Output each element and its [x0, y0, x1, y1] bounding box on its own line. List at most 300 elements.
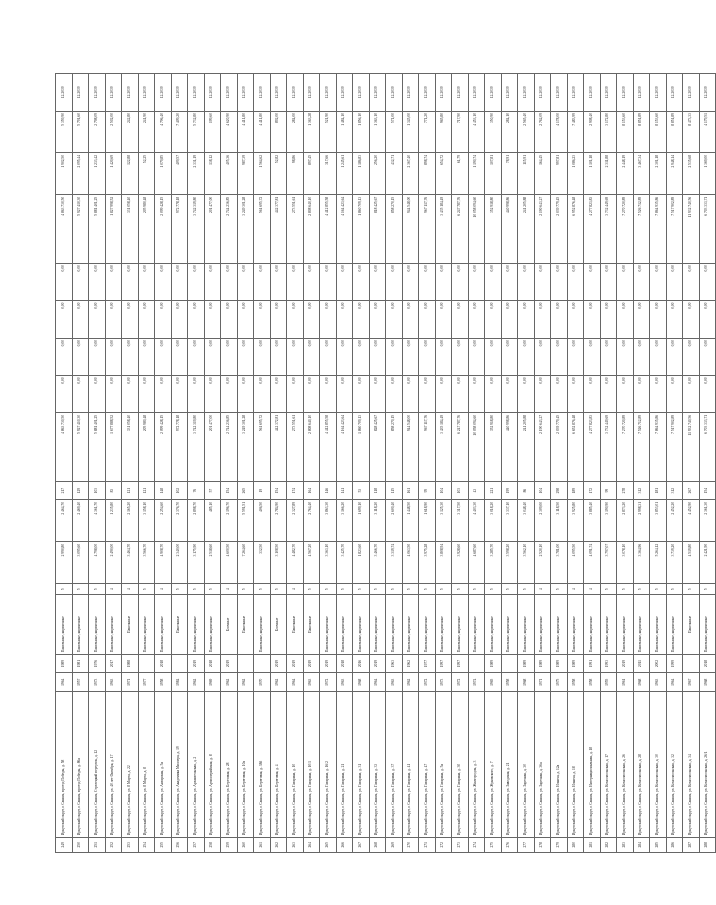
cell-unit-cost: 1 079,85	[155, 153, 172, 195]
cell-built-year: 1961	[617, 673, 634, 692]
cell-unit-cost: 2 095,44	[72, 153, 89, 195]
cell-cost-fund-c: 0,00	[485, 301, 502, 338]
cell-total-cost: 972 778,18	[171, 413, 188, 481]
cell-cost-fund-a: 0,00	[468, 376, 485, 413]
cell-address: Иркутский округ, г. Саянск, ул. Комсомольская, д. 26	[617, 692, 634, 837]
cell-floors: 5	[452, 584, 469, 595]
cell-floors: 5	[435, 584, 452, 595]
cell-repair-year: 2019	[369, 654, 386, 673]
cell-living-area: 1 699,10	[353, 500, 370, 542]
cell-cost-fund-c: 0,00	[435, 301, 452, 338]
cell-cost-fund-d: 0,00	[501, 263, 518, 300]
cell-residents: 102	[171, 481, 188, 500]
cell-cost-fund-a: 0,00	[122, 376, 139, 413]
cell-deadline: 12.2039	[221, 74, 238, 112]
cell-repair-year: 1997	[452, 654, 469, 673]
cell-living-area: 1 618,90	[419, 500, 436, 542]
cell-cost-fund-a: 0,00	[402, 376, 419, 413]
cell-total-area: 2 990,80	[56, 542, 73, 584]
cell-row-number: 287	[683, 837, 700, 852]
cell-cost-fund-a: 0,00	[501, 376, 518, 413]
cell-cost-fund-d: 0,00	[633, 263, 650, 300]
cell-address: Иркутский округ, г. Саянск, ул. Гагарина, д. 33	[369, 692, 386, 837]
cell-deadline: 12.2039	[105, 74, 122, 112]
cell-total-cost: 7 526 712,89	[633, 413, 650, 481]
cell-owners-cost: 10 058 094,60	[468, 195, 485, 263]
cell-wall-material: Панельные, кирпичные	[353, 595, 370, 654]
cell-cost-fund-b: 0,00	[452, 338, 469, 375]
cell-row-number: 284	[633, 837, 650, 852]
cell-total-area: 3 319,74	[386, 542, 403, 584]
cell-deadline: 12.2039	[138, 74, 155, 112]
cell-total-cost: 1 677 888,52	[105, 413, 122, 481]
cell-living-area: 3 125,30	[435, 500, 452, 542]
cell-max-unit-cost: 4 179,51	[699, 111, 716, 153]
cell-max-unit-cost: 717,90	[452, 111, 469, 153]
table-row	[468, 74, 485, 853]
cell-cost-fund-a: 0,00	[600, 376, 617, 413]
cell-address: Иркутский округ, г. Саянск, ул. Гагарина, д. 41	[402, 692, 419, 837]
cell-cost-fund-b: 0,00	[419, 338, 436, 375]
cell-built-year: 1973	[435, 673, 452, 692]
cell-cost-fund-c: 0,00	[188, 301, 205, 338]
cell-repair-year: 2019	[320, 654, 337, 673]
cell-wall-material: Панельные, кирпичные	[72, 595, 89, 654]
cell-cost-fund-a: 0,00	[353, 376, 370, 413]
cell-owners-cost: 6 952 876,48	[567, 195, 584, 263]
cell-floors: 5	[188, 584, 205, 595]
cell-residents: 154	[221, 481, 238, 500]
cell-total-area: 3 285,70	[485, 542, 502, 584]
cell-repair-year: 2019	[188, 654, 205, 673]
cell-total-cost: 3 435 184,49	[435, 413, 452, 481]
cell-cost-fund-d: 0,00	[369, 263, 386, 300]
cell-total-area: 1 823,60	[353, 542, 370, 584]
cell-cost-fund-b: 0,00	[105, 338, 122, 375]
cell-cost-fund-b: 0,00	[584, 338, 601, 375]
cell-owners-cost: 7 270 720,89	[617, 195, 634, 263]
cell-total-area: 3 562,10	[518, 542, 535, 584]
cell-total-area: 3 363,10	[320, 542, 337, 584]
cell-wall-material: Панельные, кирпичные	[666, 595, 683, 654]
cell-total-cost: 3 732 449,69	[600, 413, 617, 481]
cell-living-area: 3 925,80	[567, 500, 584, 542]
cell-total-area: 2 340,00	[171, 542, 188, 584]
cell-row-number: 254	[138, 837, 155, 852]
cell-built-year: 1964	[369, 673, 386, 692]
cell-cost-fund-c: 0,00	[584, 301, 601, 338]
cell-built-year: 1968	[353, 673, 370, 692]
cell-cost-fund-c: 0,00	[468, 301, 485, 338]
cell-cost-fund-b: 0,00	[402, 338, 419, 375]
table-row	[402, 74, 419, 853]
cell-cost-fund-c: 0,00	[105, 301, 122, 338]
cell-owners-cost: 352 918,80	[485, 195, 502, 263]
cell-living-area: 1 448,50	[402, 500, 419, 542]
cell-floors: 5	[485, 584, 502, 595]
cell-address: Иркутский округ, г. Саянск, ул. Гагарина, д. 37	[386, 692, 403, 837]
cell-cost-fund-a: 0,00	[518, 376, 535, 413]
cell-total-cost: 7 270 720,89	[617, 413, 634, 481]
cell-total-area: 3 095,60	[72, 542, 89, 584]
cell-built-year: 1962	[402, 673, 419, 692]
cell-max-unit-cost: 7 483,99	[567, 111, 584, 153]
cell-repair-year: 2019	[617, 654, 634, 673]
table-row	[419, 74, 436, 853]
cell-max-unit-cost: 4 453,10	[468, 111, 485, 153]
cell-wall-material: Панельные, кирпичные	[188, 595, 205, 654]
cell-cost-fund-d: 0,00	[254, 263, 271, 300]
cell-owners-cost: 561 695,72	[254, 195, 271, 263]
cell-max-unit-cost: 1 345,00	[402, 111, 419, 153]
cell-living-area: 3 118,20	[369, 500, 386, 542]
cell-residents: 129	[72, 481, 89, 500]
cell-cost-fund-d: 0,00	[699, 263, 716, 300]
cell-address: Иркутский округ, г. Саянск, ул. Академика Миллера, д. 19	[171, 692, 188, 837]
table-row	[221, 74, 238, 853]
cell-floors: 5	[56, 584, 73, 595]
cell-living-area: 2 361,30	[699, 500, 716, 542]
cell-max-unit-cost: 1 484,10	[336, 111, 353, 153]
cell-living-area: 4 361,70	[89, 500, 106, 542]
cell-max-unit-cost: 242,80	[122, 111, 139, 153]
cell-max-unit-cost: 1 363,28	[303, 111, 320, 153]
cell-cost-fund-c: 0,00	[320, 301, 337, 338]
cell-cost-fund-a: 0,00	[435, 376, 452, 413]
cell-residents: 121	[122, 481, 139, 500]
cell-floors: 4	[534, 584, 551, 595]
cell-unit-cost: 1 369,00	[699, 153, 716, 195]
table-row	[699, 74, 716, 853]
cell-cost-fund-a: 0,00	[105, 376, 122, 413]
cell-cost-fund-c: 0,00	[303, 301, 320, 338]
cell-unit-cost: 2 367,40	[402, 153, 419, 195]
cell-living-area: 2 327,89	[287, 500, 304, 542]
cell-deadline: 12.2039	[551, 74, 568, 112]
cell-max-unit-cost: 350,90	[485, 111, 502, 153]
cell-deadline: 12.2039	[699, 74, 716, 112]
cell-owners-cost: 241 205,88	[518, 195, 535, 263]
cell-wall-material: Панельные, кирпичные	[155, 595, 172, 654]
cell-cost-fund-c: 0,00	[287, 301, 304, 338]
cell-living-area: 3 885,40	[584, 500, 601, 542]
cell-wall-material: Панельные, кирпичные	[138, 595, 155, 654]
cell-floors: 5	[303, 584, 320, 595]
cell-wall-material: Панельные, кирпичные	[650, 595, 667, 654]
cell-repair-year: 2011	[633, 654, 650, 673]
cell-row-number: 262	[270, 837, 287, 852]
cell-max-unit-cost: 3 172,80	[600, 111, 617, 153]
cell-repair-year: 1963	[386, 654, 403, 673]
cell-deadline: 12.2039	[204, 74, 221, 112]
cell-cost-fund-c: 0,00	[254, 301, 271, 338]
cell-built-year: 1963	[105, 673, 122, 692]
cell-unit-cost: 405,36	[221, 153, 238, 195]
table-row	[485, 74, 502, 853]
cell-address: Иркутский округ, г. Саянск, ул. Береговая, д. 10а	[237, 692, 254, 837]
cell-cost-fund-d: 0,00	[468, 263, 485, 300]
cell-total-area: 3 466,70	[369, 542, 386, 584]
cell-address: Иркутский округ, г. Саянск, ул. Жилгородок, д. 3	[468, 692, 485, 837]
cell-living-area: 2 464,70	[56, 500, 73, 542]
cell-cost-fund-c: 0,00	[204, 301, 221, 338]
cell-cost-fund-d: 0,00	[435, 263, 452, 300]
cell-total-cost: 4 164 423,64	[336, 413, 353, 481]
cell-built-year: 1975	[551, 673, 568, 692]
cell-max-unit-cost: 892,00	[270, 111, 287, 153]
cell-cost-fund-d: 0,00	[270, 263, 287, 300]
cell-living-area: 2 600,40	[386, 500, 403, 542]
cell-cost-fund-b: 0,00	[551, 338, 568, 375]
cell-row-number: 258	[204, 837, 221, 852]
cell-repair-year: 2018	[155, 654, 172, 673]
cell-total-area: 4 687,60	[468, 542, 485, 584]
cell-cost-fund-d: 0,00	[518, 263, 535, 300]
cell-row-number: 273	[452, 837, 469, 852]
cell-living-area: 3 853,01	[650, 500, 667, 542]
cell-built-year: 1963	[650, 673, 667, 692]
cell-deadline: 12.2039	[254, 74, 271, 112]
cell-row-number: 280	[567, 837, 584, 852]
cell-built-year: 1970	[254, 673, 271, 692]
cell-unit-cost: 1 186,83	[353, 153, 370, 195]
cell-row-number: 261	[254, 837, 271, 852]
cell-total-cost: 11 932 740,56	[683, 413, 700, 481]
table-row	[270, 74, 287, 853]
cell-cost-fund-c: 0,00	[270, 301, 287, 338]
cell-floors: 5	[138, 584, 155, 595]
cell-row-number: 267	[353, 837, 370, 852]
cell-floors: 5	[386, 584, 403, 595]
cell-repair-year: 1977	[419, 654, 436, 673]
cell-cost-fund-c: 0,00	[534, 301, 551, 338]
cell-cost-fund-b: 0,00	[72, 338, 89, 375]
cell-unit-cost: 52,25	[138, 153, 155, 195]
cell-total-cost: 2 099 428,15	[155, 413, 172, 481]
cell-cost-fund-b: 0,00	[468, 338, 485, 375]
table-row	[56, 74, 73, 853]
cell-owners-cost: 2 039 779,45	[551, 195, 568, 263]
cell-total-area: 2 490,00	[105, 542, 122, 584]
cell-deadline: 12.2039	[56, 74, 73, 112]
table-row	[336, 74, 353, 853]
cell-unit-cost: 138,12	[204, 153, 221, 195]
cell-residents: 199	[501, 481, 518, 500]
table-row	[254, 74, 271, 853]
cell-deadline: 12.2039	[650, 74, 667, 112]
cell-floors: 5	[369, 584, 386, 595]
cell-repair-year: 2018	[336, 654, 353, 673]
cell-residents: 164	[303, 481, 320, 500]
cell-cost-fund-b: 0,00	[386, 338, 403, 375]
cell-floors: 5	[650, 584, 667, 595]
cell-max-unit-cost: 771,20	[419, 111, 436, 153]
cell-address: Иркутский округ, г. Саянск, ул. Заречная, д. 30	[518, 692, 535, 837]
cell-max-unit-cost: 8 153,60	[650, 111, 667, 153]
cell-cost-fund-c: 0,00	[336, 301, 353, 338]
table-row	[650, 74, 667, 853]
table-row	[617, 74, 634, 853]
cell-deadline: 12.2039	[320, 74, 337, 112]
cell-total-cost: 3 742 319,80	[188, 413, 205, 481]
cell-owners-cost: 2 808 640,10	[303, 195, 320, 263]
cell-repair-year: 2018	[204, 654, 221, 673]
cell-owners-cost: 442 377,81	[270, 195, 287, 263]
cell-cost-fund-c: 0,00	[386, 301, 403, 338]
cell-cost-fund-d: 0,00	[683, 263, 700, 300]
cell-total-cost: 4 277 823,83	[584, 413, 601, 481]
cell-owners-cost: 3 732 449,69	[600, 195, 617, 263]
cell-floors: 5	[254, 584, 271, 595]
cell-wall-material: Панельные, кирпичные	[518, 595, 535, 654]
cell-wall-material: Панельные, кирпичные	[204, 595, 221, 654]
cell-repair-year	[138, 654, 155, 673]
cell-address: Иркутский округ, г. Саянск, ул. Архангельская, д. 2	[188, 692, 205, 837]
cell-total-area: 3 108,50	[270, 542, 287, 584]
table-row	[666, 74, 683, 853]
cell-wall-material: Панельные, кирпичные	[699, 595, 716, 654]
cell-cost-fund-b: 0,00	[369, 338, 386, 375]
cell-repair-year: 1989	[534, 654, 551, 673]
cell-cost-fund-b: 0,00	[518, 338, 535, 375]
cell-unit-cost: 78,91	[501, 153, 518, 195]
cell-total-cost: 967 117,76	[419, 413, 436, 481]
cell-repair-year: 1993	[600, 654, 617, 673]
cell-owners-cost: 4 277 823,83	[584, 195, 601, 263]
cell-row-number: 250	[72, 837, 89, 852]
cell-built-year: 1967	[683, 673, 700, 692]
cell-built-year: 1977	[138, 673, 155, 692]
cell-living-area: 2 898,70	[188, 500, 205, 542]
cell-floors: 5	[204, 584, 221, 595]
cell-address: Иркутский округ, г. Саянск, ул. Комсомольская, д. 17	[600, 692, 617, 837]
cell-row-number: 271	[419, 837, 436, 852]
cell-cost-fund-b: 0,00	[122, 338, 139, 375]
cell-owners-cost: 1 860 709,13	[353, 195, 370, 263]
cell-cost-fund-d: 0,00	[320, 263, 337, 300]
cell-total-area: 3 464,70	[122, 542, 139, 584]
cell-cost-fund-c: 0,00	[666, 301, 683, 338]
cell-max-unit-cost: 5 791,60	[72, 111, 89, 153]
cell-living-area: 3 166,20	[336, 500, 353, 542]
cell-row-number: 277	[518, 837, 535, 852]
cell-residents: 19	[254, 481, 271, 500]
cell-row-number: 257	[188, 837, 205, 852]
cell-owners-cost: 818 425,67	[369, 195, 386, 263]
cell-residents: 278	[617, 481, 634, 500]
cell-deadline: 12.2039	[534, 74, 551, 112]
cell-repair-year: 2019	[221, 654, 238, 673]
cell-row-number: 249	[56, 837, 73, 852]
cell-cost-fund-c: 0,00	[567, 301, 584, 338]
cell-address: Иркутский округ, г. Саянск, проезд Победы, д. 58	[56, 692, 73, 837]
cell-cost-fund-a: 0,00	[567, 376, 584, 413]
cell-cost-fund-a: 0,00	[221, 376, 238, 413]
cell-living-area: 2 784,90	[270, 500, 287, 542]
cell-owners-cost: 331 058,40	[122, 195, 139, 263]
cell-wall-material: Панельные, кирпичные	[435, 595, 452, 654]
cell-row-number: 286	[666, 837, 683, 852]
cell-max-unit-cost: 4 620,90	[221, 111, 238, 153]
cell-unit-cost: 898,74	[419, 153, 436, 195]
cell-cost-fund-b: 0,00	[617, 338, 634, 375]
cell-unit-cost: 987,39	[237, 153, 254, 195]
cell-deadline: 12.2039	[237, 74, 254, 112]
cell-residents: 148	[155, 481, 172, 500]
cell-address: Иркутский округ, г. Саянск, ул. Жуковского, д. 7	[485, 692, 502, 837]
cell-built-year: 1964	[56, 673, 73, 692]
cell-total-area: 3 175,90	[188, 542, 205, 584]
cell-cost-fund-d: 0,00	[237, 263, 254, 300]
cell-address: Иркутский округ, г. Саянск, ул. Артиллерийская, д. 8	[204, 692, 221, 837]
cell-cost-fund-b: 0,00	[501, 338, 518, 375]
cell-cost-fund-c: 0,00	[518, 301, 535, 338]
cell-owners-cost: 1 827 998,52	[105, 195, 122, 263]
cell-cost-fund-b: 0,00	[336, 338, 353, 375]
cell-cost-fund-d: 0,00	[386, 263, 403, 300]
cell-wall-material: Панельные, кирпичные	[633, 595, 650, 654]
cell-row-number: 275	[485, 837, 502, 852]
cell-floors: 5	[89, 584, 106, 595]
cell-wall-material: Блочные	[270, 595, 287, 654]
cell-max-unit-cost: 4 796,40	[155, 111, 172, 153]
cell-cost-fund-b: 0,00	[171, 338, 188, 375]
cell-wall-material: Панельные, кирпичные	[567, 595, 584, 654]
cell-owners-cost: 440 998,86	[501, 195, 518, 263]
cell-living-area: 1 235,80	[105, 500, 122, 542]
cell-residents: 172	[584, 481, 601, 500]
cell-max-unit-cost: 4 411,80	[254, 111, 271, 153]
table-row	[155, 74, 172, 853]
cell-row-number: 278	[534, 837, 551, 852]
cell-total-area: 4 600,50	[221, 542, 238, 584]
cell-owners-cost: 273 551,61	[287, 195, 304, 263]
cell-cost-fund-b: 0,00	[237, 338, 254, 375]
cell-cost-fund-b: 0,00	[699, 338, 716, 375]
cell-repair-year: 2018	[699, 654, 716, 673]
cell-built-year: 1962	[188, 673, 205, 692]
cell-deadline: 12.2039	[468, 74, 485, 112]
cell-deadline: 12.2039	[584, 74, 601, 112]
cell-row-number: 252	[105, 837, 122, 852]
cell-row-number: 282	[600, 837, 617, 852]
cell-total-cost: 205 980,48	[138, 413, 155, 481]
cell-cost-fund-d: 0,00	[567, 263, 584, 300]
cell-max-unit-cost: 8 851,89	[633, 111, 650, 153]
cell-unit-cost: 61,79	[452, 153, 469, 195]
cell-wall-material: Панельные, кирпичные	[534, 595, 551, 654]
cell-address: Иркутский округ, г. Саянск, ул. Гагарина, д. 5а	[435, 692, 452, 837]
table-row	[89, 74, 106, 853]
cell-unit-cost: 1 233,42	[89, 153, 106, 195]
cell-unit-cost: 317,66	[320, 153, 337, 195]
cell-total-cost: 2 808 640,10	[303, 413, 320, 481]
cell-residents: 104	[435, 481, 452, 500]
cell-living-area: 2 309,00	[534, 500, 551, 542]
cell-unit-cost: 52,82	[270, 153, 287, 195]
cell-living-area: 485,10	[204, 500, 221, 542]
cell-cost-fund-c: 0,00	[551, 301, 568, 338]
cell-residents: 181	[650, 481, 667, 500]
cell-built-year: 1964	[666, 673, 683, 692]
table-body	[56, 74, 716, 853]
cell-floors: 5	[600, 584, 617, 595]
cell-cost-fund-c: 0,00	[138, 301, 155, 338]
cell-cost-fund-d: 0,00	[402, 263, 419, 300]
cell-total-area: 4 567,20	[303, 542, 320, 584]
cell-deadline: 12.2039	[402, 74, 419, 112]
cell-deadline: 12.2039	[617, 74, 634, 112]
